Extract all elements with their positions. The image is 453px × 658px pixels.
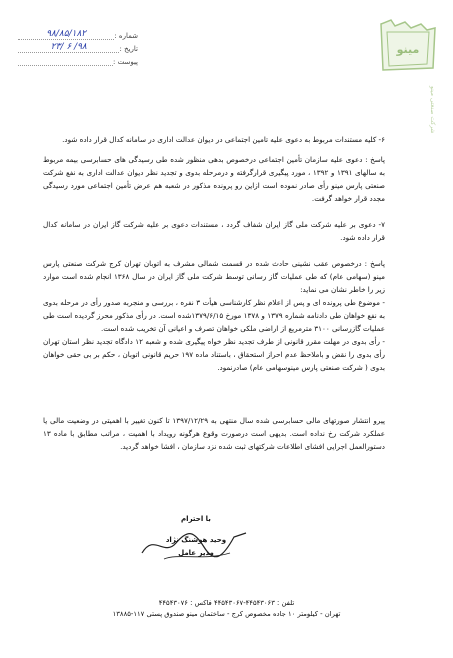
paragraph-disclosure: پیرو انتشار صورتهای مالی حسابرسی شده سال منتهی به ۱۳۹۷/۱۲/۲۹ تا کنون تغییر با اهمیتی در وضعیت مالی یا عملکرد شرکت رخ نداده است. بدیهی است درصورت وقوع هرگونه رویداد با اهمیت ، مراتب مطابق با ماده ۱۳ دستورالعمل اجرایی افشای اطلاعات شرکتهای ثبت شده نزد سازمان ، افشا خواهد گردید. (43, 416, 385, 451)
paragraph-item-6: ۶- کلیه مستندات مربوط به دعوی علیه تامین اجتماعی در دیوان عدالت اداری در سامانه کدال قرار داده شود. (62, 135, 385, 144)
paragraph-ruling-1: - موضوع طی پرونده ای و پس از اعلام نظر کارشناسی هیأت ۳ نفره ، بررسی و منجربه صدور رأی در مرحله بدوی به نفع خواهان طی دادنامه شماره ۱۳۷۹ و ۱۳۷۸ مورخ ۱۳۷۹/۶/۱۵شده است. در رأی مذکور محرز گردیده است طی عملیات گازرسانی ۳۱۰۰ مترمربع از اراضی ملکی خواهان تصرف و اعیانی آن تخریب شده است. (43, 298, 385, 333)
attachment-label: پیوست : (113, 58, 138, 66)
address-line: تهران - کیلومتر ۱۰ جاده مخصوص کرج - ساختمان مینو صندوق پستی ۱۱۷-۱۳۸۸۵ (112, 610, 341, 618)
letter-footer (20, 598, 433, 620)
handwritten-signature-icon (134, 523, 254, 565)
number-label: شماره : (114, 32, 138, 40)
attachment-row (18, 54, 138, 66)
phone-line: تلفن : ۴۴۵۴۳۰۶۳-۴۴۵۴۳۰۶۷ فاکس : ۴۴۵۴۳۰۷۶ (158, 599, 295, 607)
date-value: ۹۸/ ۶ /۲۳ (18, 43, 119, 53)
date-label: تاریخ : (119, 45, 138, 53)
logo-caption: شرکت صنعتی مینو (429, 86, 436, 134)
logo-text: مینو (396, 43, 420, 56)
paragraph-item-7: ۷- دعوی بر علیه شرکت ملی گاز ایران شفاف گردد ، مستندات دعوی بر علیه شرکت گاز ایران در سامانه کدال قرار داده شود. (43, 220, 385, 242)
paragraph-ruling-2: - رأی بدوی در مهلت مقرر قانونی از طرف تجدید نظر خواه پیگیری شده و شعبه ۱۲ دادگاه تجدید نظر استان تهران رأی بدوی را نقض و باملاحظ عدم احراز استحقاق ، باستناد ماده ۱۹۷ حریم قانونی اتوبان ، حکم بر بی حقی خواهان بدوی ( شرکت صنعتی پارس مینوسهامی عام) صادرنمود. (43, 337, 385, 372)
number-row (18, 28, 138, 40)
date-row (18, 41, 138, 53)
regards-text: با احترام (181, 515, 211, 523)
letter-body (43, 133, 385, 453)
paragraph-answer-6: پاسخ : دعوی علیه سازمان تأمین اجتماعی درخصوص بدهی منظور شده طی رسیدگی های حسابرسی بیمه مربوط به سالهای ۱۳۹۱ و ۱۳۹۲ ، مورد پیگیری قرارگرفته و درمرحله بدوی و تجدید نظر دیوان عدالت اداری به نفع شرکت صنعتی پارس مینو رأی صادر نموده است ازاین رو پرونده مذکور در شعبه هم عرض تأمین اجتماعی مورد رسیدگی مجدد قرار خواهد گرفت. (43, 155, 385, 203)
paragraph-answer-7: پاسخ : درخصوص عقب نشینی حادث شده در قسمت شمالی مشرف به اتوبان تهران کرج شرکت صنعتی پارس مینو (سهامی عام) که طی عملیات گاز رسانی توسط شرکت ملی گاز ایران در سال ۱۳۶۸ انجام شده است موارد زیر را خاطر نشان می نماید: (43, 259, 385, 294)
letter-meta (18, 28, 138, 67)
attachment-value (18, 65, 113, 66)
signer-name: وحید هوشنگ نژاد (165, 536, 227, 544)
number-value: ۹۸/۸۵/۱۸۲ (18, 30, 114, 40)
company-logo-icon (377, 18, 439, 76)
signer-title: مدیر عامل (178, 549, 214, 557)
